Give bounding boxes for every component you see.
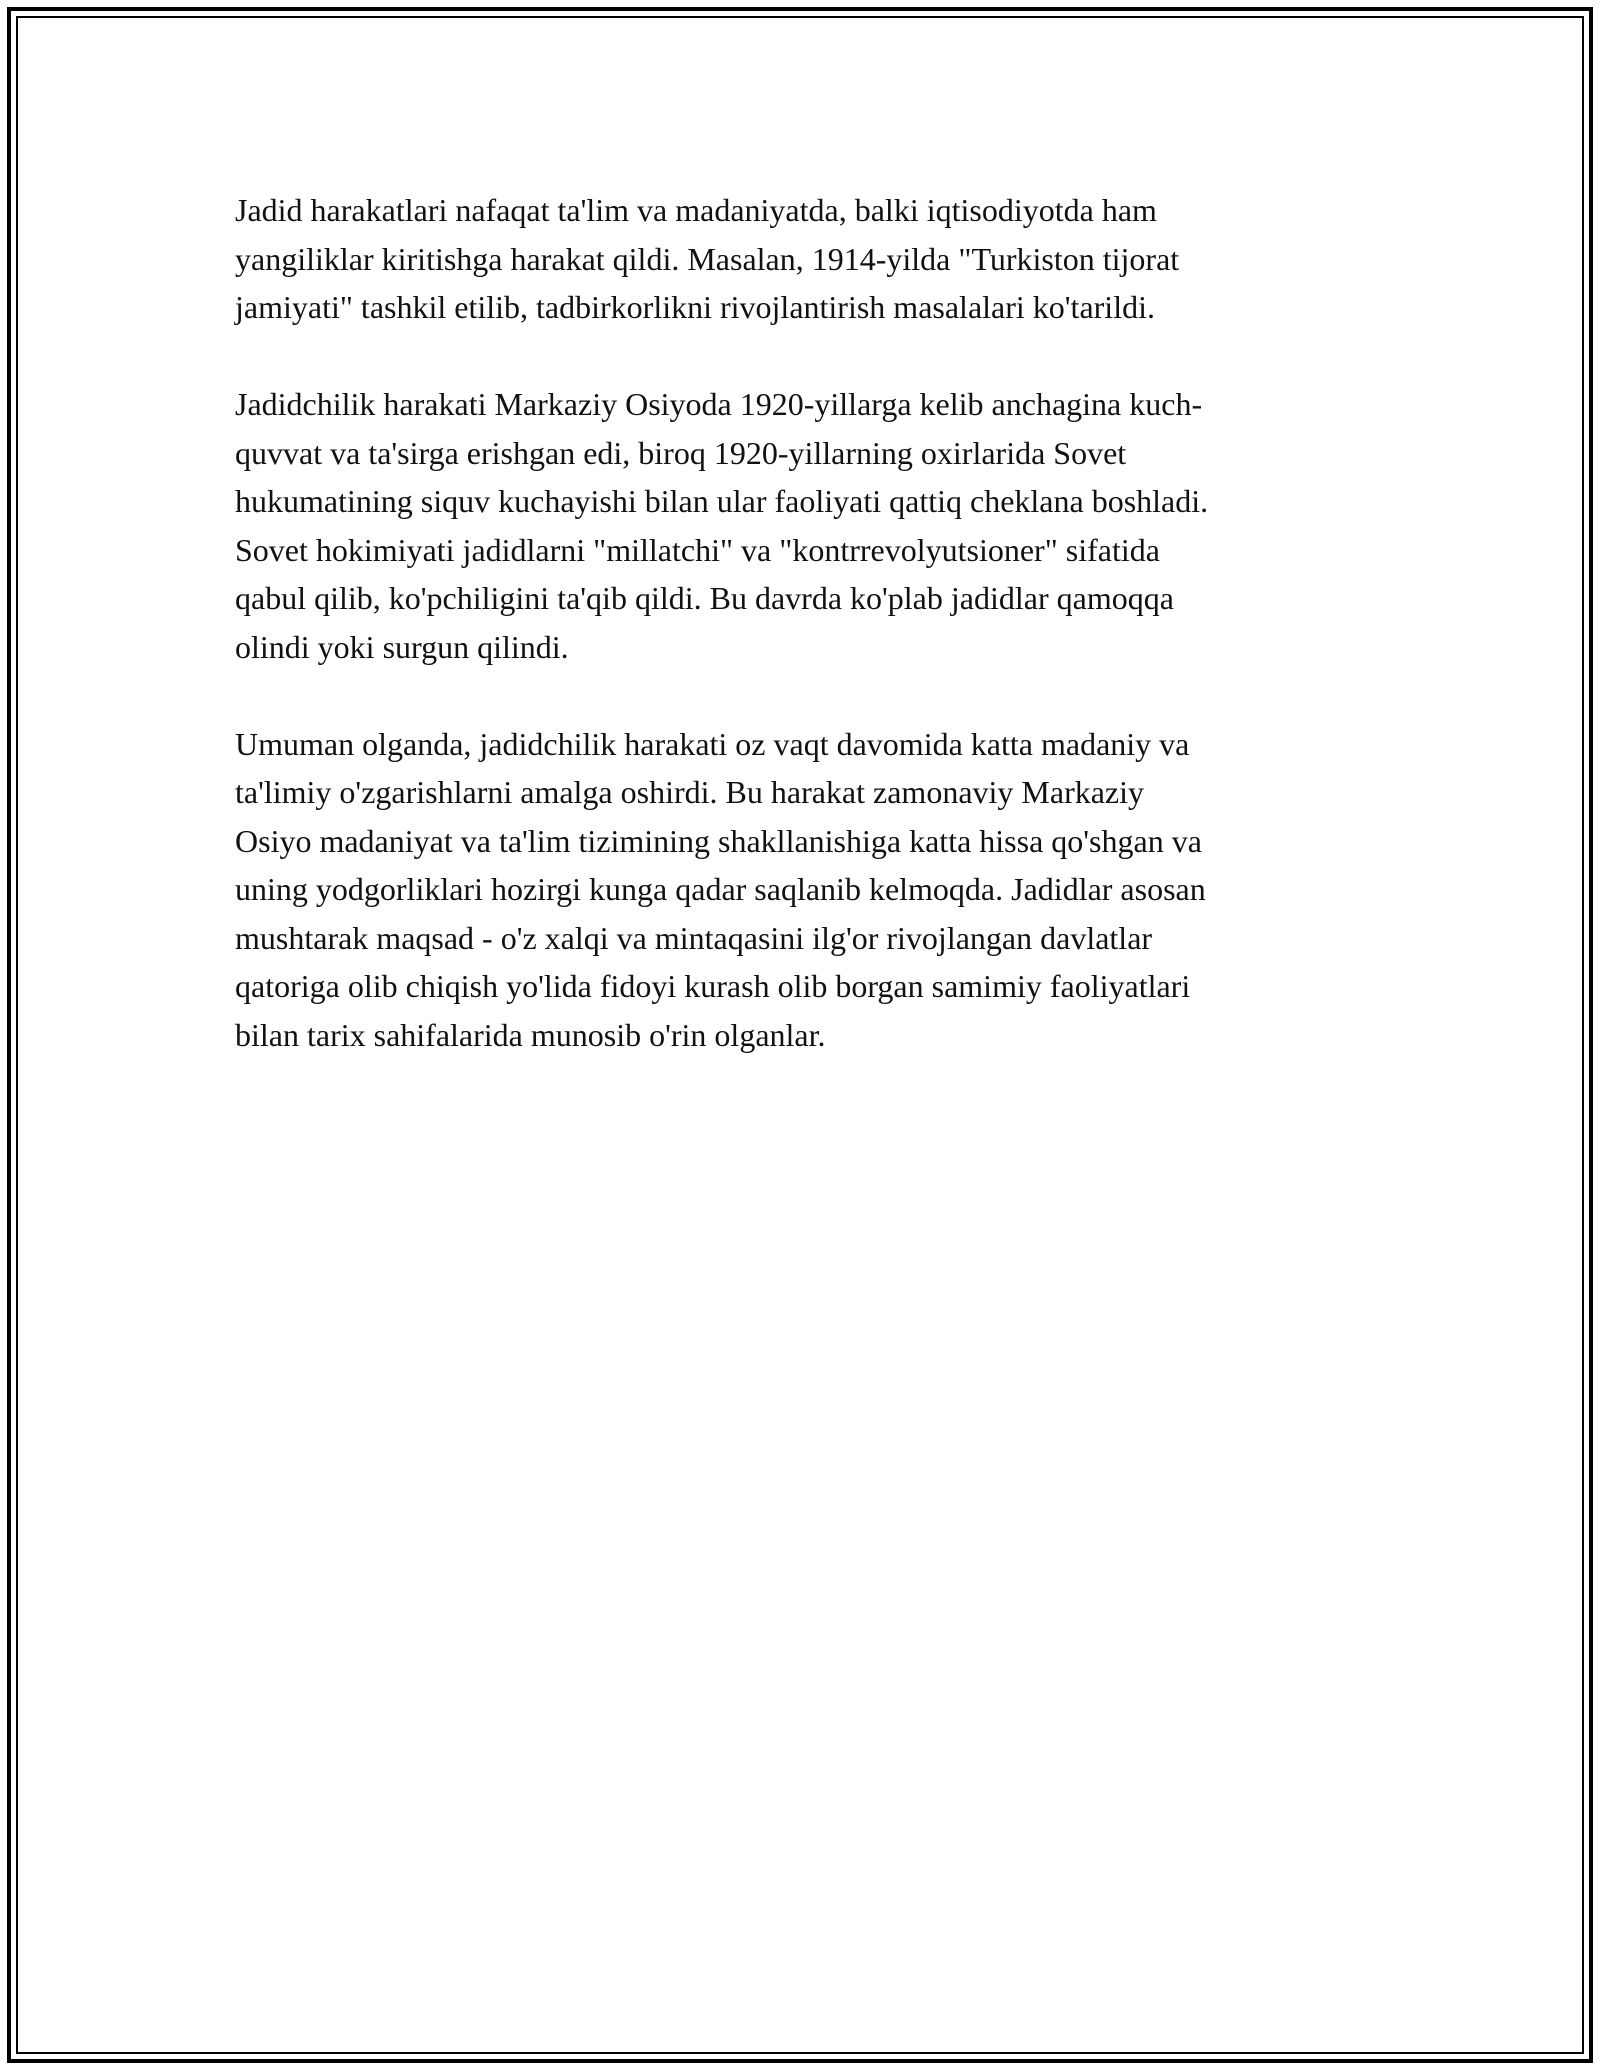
text-line: hukumatining siquv kuchayishi bilan ular faoliyati qattiq cheklana boshladi. xyxy=(235,483,1209,519)
text-line: qabul qilib, ko'pchiligini ta'qib qildi. Bu davrda ko'plab jadidlar qamoqqa xyxy=(235,580,1174,616)
text-line: olindi yoki surgun qilindi. xyxy=(235,628,569,665)
text-line: uning yodgorliklari hozirgi kunga qadar saqlanib kelmoqda. Jadidlar asosan xyxy=(235,871,1206,907)
text-line: yangiliklar kiritishga harakat qildi. Masalan, 1914-yilda "Turkiston tijorat xyxy=(235,240,1180,277)
paragraph-3 xyxy=(235,720,1365,1060)
document-body xyxy=(235,186,1365,1108)
text-line: Umuman olganda, jadidchilik harakati oz vaqt davomida katta madaniy va xyxy=(235,725,1190,762)
text-line: Sovet hokimiyati jadidlarni "millatchi" va "kontrrevolyutsioner" sifatida xyxy=(235,531,1160,568)
text-line: bilan tarix sahifalarida munosib o'rin olganlar. xyxy=(235,1016,826,1053)
text-line: mushtarak maqsad - o'z xalqi va mintaqasini ilg'or rivojlangan davlatlar xyxy=(235,919,1153,956)
text-line: Jadidchilik harakati Markaziy Osiyoda 1920-yillarga kelib anchagina kuch- xyxy=(235,386,1203,422)
text-line: Osiyo madaniyat va ta'lim tizimining shakllanishiga katta hissa qo'shgan va xyxy=(235,822,1202,859)
text-line: ta'limiy o'zgarishlarni amalga oshirdi. Bu harakat zamonaviy Markaziy xyxy=(235,774,1145,810)
text-line: Jadid harakatlari nafaqat ta'lim va madaniyatda, balki iqtisodiyotda ham xyxy=(235,192,1157,228)
paragraph-2 xyxy=(235,380,1365,671)
text-line: qatoriga olib chiqish yo'lida fidoyi kurash olib borgan samimiy faoliyatlari xyxy=(235,968,1191,1004)
text-line: jamiyati" tashkil etilib, tadbirkorlikni rivojlantirish masalalari ko'tarildi. xyxy=(235,289,1155,325)
text-line: quvvat va ta'sirga erishgan edi, biroq 1920-yillarning oxirlarida Sovet xyxy=(235,434,1127,471)
paragraph-1 xyxy=(235,186,1365,332)
